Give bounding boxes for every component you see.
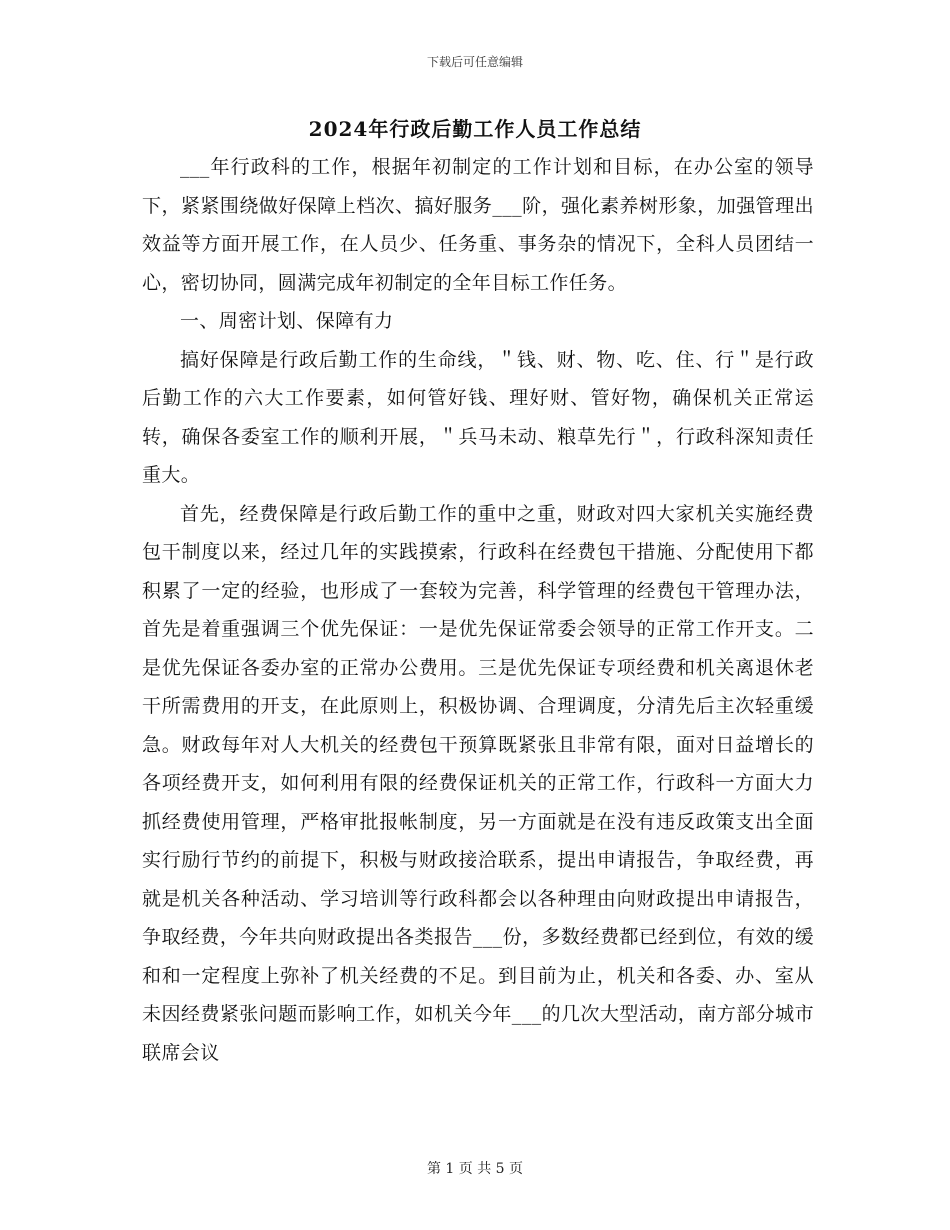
page-number-footer: 第 1 页 共 5 页: [426, 1161, 524, 1177]
paragraph-funding-guarantee: 首先，经费保障是行政后勤工作的重中之重，财政对四大家机关实施经费包干制度以来，经过几年的实践摸索，行政科在经费包干措施、分配使用下都积累了一定的经验，也形成了一套较为完善，科学管理的经费包干管理办法，首先是着重强调三个优先保证：一是优先保证常委会领导的正常工作开支。二是优先保证各委办室的正常办公费用。三是优先保证专项经费和机关离退休老干所需费用的开支，在此原则上，积极协调、合理调度，分清先后主次轻重缓急。财政每年对人大机关的经费包干预算既紧张且非常有限，面对日益增长的各项经费开支，如何利用有限的经费保证机关的正常工作，行政科一方面大力抓经费使用管理，严格审批报帐制度，另一方面就是在没有违反政策支出全面实行励行节约的前提下，积极与财政接洽联系，提出申请报告，争取经费，再就是机关各种活动、学习培训等行政科都会以各种理由向财政提出申请报告，争取经费，今年共向财政提出各类报告___份，多数经费都已经到位，有效的缓和和一定程度上弥补了机关经费的不足。到目前为止，机关和各委、办、室从未因经费紧张问题而影响工作，如机关今年___的几次大型活动，南方部分城市联席会议: [142, 502, 814, 1064]
document-body: [142, 148, 814, 1072]
page-header-note: 下载后可任意编辑: [426, 55, 523, 69]
paragraph-intro: ___年行政科的工作，根据年初制定的工作计划和目标，在办公室的领导下，紧紧围绕做好保障上档次、搞好服务___阶，强化素养树形象，加强管理出效益等方面开展工作，在人员少、任务重、事务杂的情况下，全科人员团结一心，密切协同，圆满完成年初制定的全年目标工作任务。: [142, 156, 814, 294]
paragraph-logistics-lifeline: 搞好保障是行政后勤工作的生命线，＂钱、财、物、吃、住、行＂是行政后勤工作的六大工作要素，如何管好钱、理好财、管好物，确保机关正常运转，确保各委室工作的顺利开展，＂兵马未动、粮草先行＂，行政科深知责任重大。: [142, 348, 814, 486]
section-heading-1: 一、周密计划、保障有力: [180, 310, 394, 332]
document-title: 2024年行政后勤工作人员工作总结: [308, 117, 642, 141]
